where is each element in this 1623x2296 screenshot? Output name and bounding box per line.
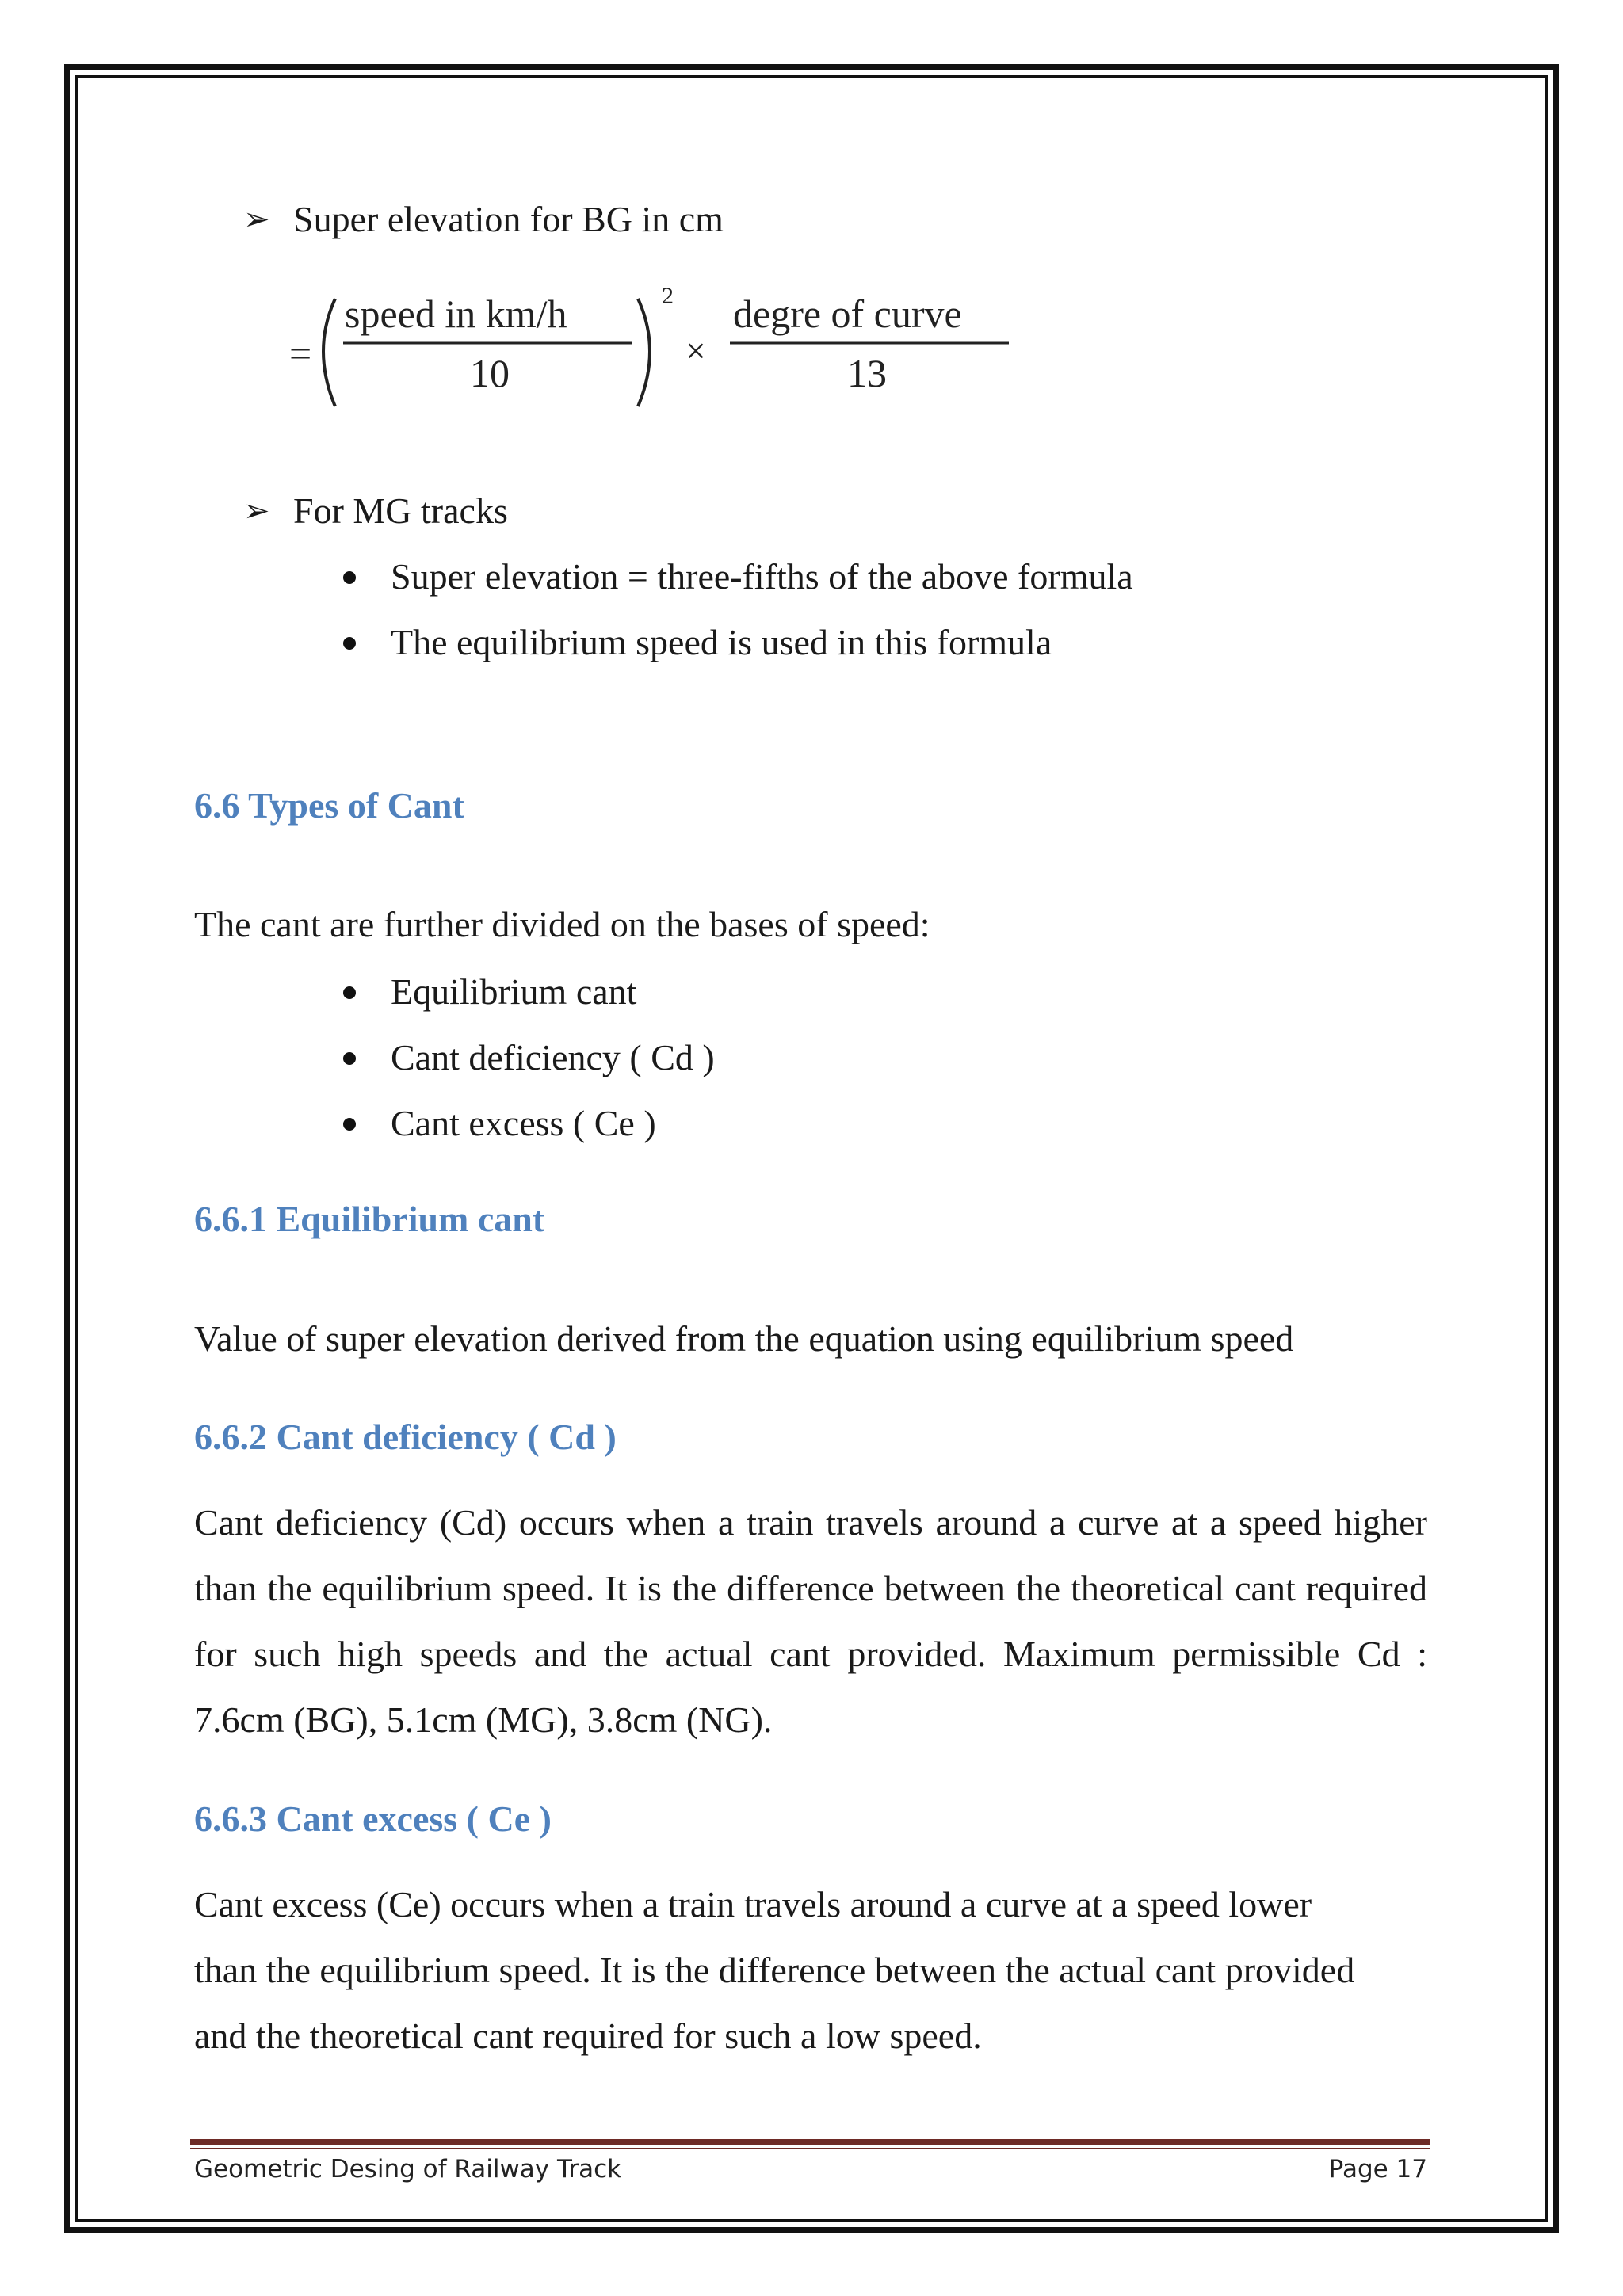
sub-item-text: Cant deficiency ( Cd ) (391, 1037, 715, 1077)
formula-numerator-2: degre of curve (733, 292, 962, 336)
section-intro: The cant are further divided on the bases of speed: (194, 904, 930, 944)
footer-rule (190, 2139, 1430, 2145)
arrow-item-text: Super elevation for BG in cm (293, 199, 724, 239)
bullet-dot-icon (343, 571, 356, 584)
formula-equals: = (289, 331, 312, 376)
paragraph-line: than the equilibrium speed. It is the difference between the actual cant provided (194, 1950, 1355, 1990)
section-heading: 6.6.3 Cant excess ( Ce ) (194, 1798, 552, 1839)
paragraph-line: Cant excess (Ce) occurs when a train travels around a curve at a speed lower (194, 1884, 1312, 1924)
footer-title: Geometric Desing of Railway Track (194, 2155, 622, 2183)
bullet-dot-icon (343, 986, 356, 999)
sub-item-text: Super elevation = three-fifths of the above formula (391, 556, 1133, 597)
arrow-item-text: For MG tracks (293, 490, 508, 531)
formula-numerator-1: speed in km/h (345, 292, 567, 336)
section-text: Value of super elevation derived from the equation using equilibrium speed (194, 1318, 1294, 1359)
super-elevation-formula (289, 281, 1018, 420)
formula-denominator-1: 10 (470, 351, 510, 395)
bullet-dot-icon (343, 1118, 356, 1131)
page-number: Page 17 (1328, 2155, 1427, 2183)
section-heading: 6.6.2 Cant deficiency ( Cd ) (194, 1417, 617, 1457)
formula-denominator-2: 13 (847, 351, 887, 395)
sub-item-text: Cant excess ( Ce ) (391, 1103, 656, 1143)
formula-left-paren (323, 299, 335, 406)
formula-right-paren (638, 299, 650, 406)
section-paragraph: Cant deficiency (Cd) occurs when a train travels around a curve at a speed higher than the equilibrium speed. It is the difference between the theoretical cant required for such high speeds and the actual cant provided. Maximum permissible Cd : 7.6cm (BG), 5.1cm (MG), 3.8cm (NG). (194, 1502, 1427, 1740)
section-heading: 6.6.1 Equilibrium cant (194, 1199, 545, 1239)
bullet-dot-icon (343, 637, 356, 650)
footer-rule-thin (190, 2148, 1430, 2149)
paragraph-line: and the theoretical cant required for such a low speed. (194, 2016, 982, 2056)
arrow-bullet-icon: ➢ (243, 201, 270, 237)
sub-item-text: Equilibrium cant (391, 971, 637, 1012)
formula-exponent: 2 (662, 283, 674, 309)
section-heading: 6.6 Types of Cant (194, 785, 464, 826)
sub-item-text: The equilibrium speed is used in this formula (391, 622, 1052, 662)
arrow-bullet-icon: ➢ (243, 493, 270, 528)
bullet-dot-icon (343, 1052, 356, 1065)
formula-times: × (685, 330, 706, 371)
